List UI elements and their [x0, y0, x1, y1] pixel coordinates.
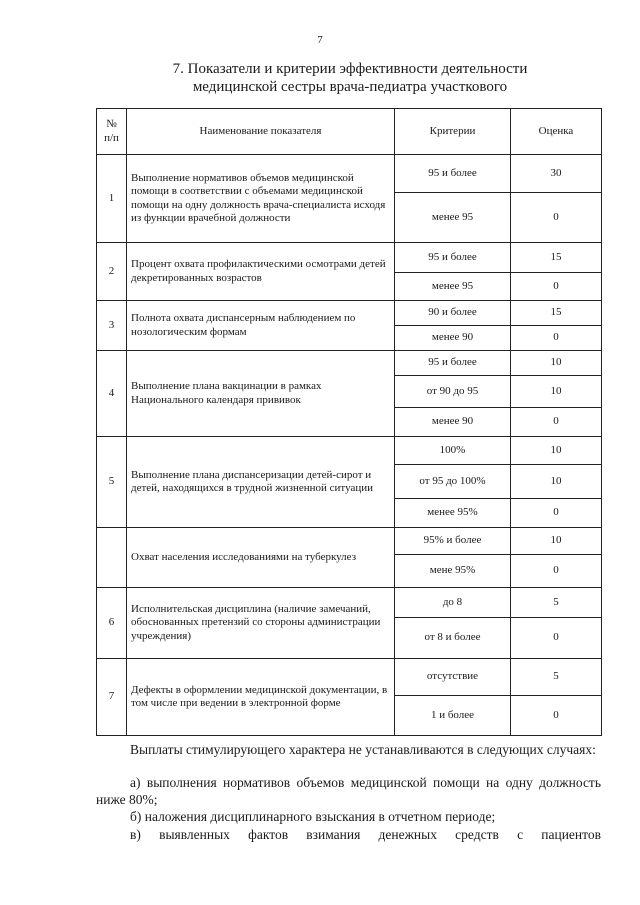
row-1-score-1: 30 [511, 155, 602, 193]
row-7-score-1: 5 [511, 659, 602, 696]
criteria-table [96, 108, 602, 736]
header-name: Наименование показателя [127, 109, 395, 155]
header-num: № п/п [97, 109, 127, 155]
row-5-criteria-2: от 95 до 100% [395, 465, 511, 499]
row-6-name: Исполнительская дисциплина (наличие замечаний, обоснованных претензий со стороны администрации учреждения) [127, 588, 395, 659]
row-4-score-2: 10 [511, 376, 602, 408]
row-4-name: Выполнение плана вакцинации в рамках Национального календаря прививок [127, 351, 395, 437]
paragraph-intro: Выплаты стимулирующего характера не устанавливаются в следующих случаях: [130, 742, 596, 757]
row-3-name: Полнота охвата диспансерным наблюдением по нозологическим формам [127, 301, 395, 351]
row-5-criteria-1: 100% [395, 437, 511, 465]
row-1-name: Выполнение нормативов объемов медицинской помощи в соответствии с объемами медицинской помощи на одну должность врача-специалиста исходя из функции врачебной должности [127, 155, 395, 243]
row-7-num: 7 [97, 659, 127, 736]
row-3-score-2: 0 [511, 326, 602, 351]
row-4-criteria-2: от 90 до 95 [395, 376, 511, 408]
page-number: 7 [317, 34, 323, 46]
row-1-criteria-1: 95 и более [395, 155, 511, 193]
row-5-score-1: 10 [511, 437, 602, 465]
row-2-criteria-1: 95 и более [395, 243, 511, 273]
row-5-score-3: 0 [511, 499, 602, 528]
row-3-criteria-1: 90 и более [395, 301, 511, 326]
row-tb-name: Охват населения исследованиями на туберкулез [127, 528, 395, 588]
row-3-score-1: 15 [511, 301, 602, 326]
title-line-2: медицинской сестры врача-педиатра участкового [192, 79, 508, 95]
row-6-criteria-1: до 8 [395, 588, 511, 618]
row-1-num: 1 [97, 155, 127, 243]
row-4-score-1: 10 [511, 351, 602, 376]
row-6-score-2: 0 [511, 618, 602, 659]
row-4-score-3: 0 [511, 408, 602, 437]
row-4-criteria-3: менее 90 [395, 408, 511, 437]
header-criteria: Критерии [395, 109, 511, 155]
header-score: Оценка [511, 109, 602, 155]
row-4-criteria-1: 95 и более [395, 351, 511, 376]
row-6-num: 6 [97, 588, 127, 659]
row-tb-score-1: 10 [511, 528, 602, 555]
row-4-num: 4 [97, 351, 127, 437]
title-line-1: 7. Показатели и критерии эффективности деятельности [172, 61, 528, 77]
row-5-score-2: 10 [511, 465, 602, 499]
row-7-name: Дефекты в оформлении медицинской документации, в том числе при ведении в электронной форме [127, 659, 395, 736]
paragraph-item-b: б) наложения дисциплинарного взыскания в отчетном периоде; [130, 809, 496, 824]
row-1-score-2: 0 [511, 193, 602, 243]
paragraph-item-c: в) выявленных фактов взимания денежных средств с пациентов [130, 827, 601, 842]
row-7-score-2: 0 [511, 696, 602, 736]
row-3-num: 3 [97, 301, 127, 351]
row-2-score-2: 0 [511, 273, 602, 301]
row-5-num: 5 [97, 437, 127, 528]
row-2-name: Процент охвата профилактическими осмотрами детей декретированных возрастов [127, 243, 395, 301]
row-2-score-1: 15 [511, 243, 602, 273]
row-7-criteria-2: 1 и более [395, 696, 511, 736]
row-3-criteria-2: менее 90 [395, 326, 511, 351]
row-7-criteria-1: отсутствие [395, 659, 511, 696]
row-tb-num [97, 528, 127, 588]
row-tb-criteria-1: 95% и более [395, 528, 511, 555]
row-1-criteria-2: менее 95 [395, 193, 511, 243]
row-5-name: Выполнение плана диспансеризации детей-сирот и детей, находящихся в трудной жизненной ситуации [127, 437, 395, 528]
paragraph-item-a: а) выполнения нормативов объемов медицинской помощи на одну должность ниже 80%; [96, 775, 601, 807]
row-tb-score-2: 0 [511, 555, 602, 588]
page-title [40, 60, 640, 96]
row-tb-criteria-2: мене 95% [395, 555, 511, 588]
row-6-score-1: 5 [511, 588, 602, 618]
row-6-criteria-2: от 8 и более [395, 618, 511, 659]
row-2-criteria-2: менее 95 [395, 273, 511, 301]
row-5-criteria-3: менее 95% [395, 499, 511, 528]
row-2-num: 2 [97, 243, 127, 301]
